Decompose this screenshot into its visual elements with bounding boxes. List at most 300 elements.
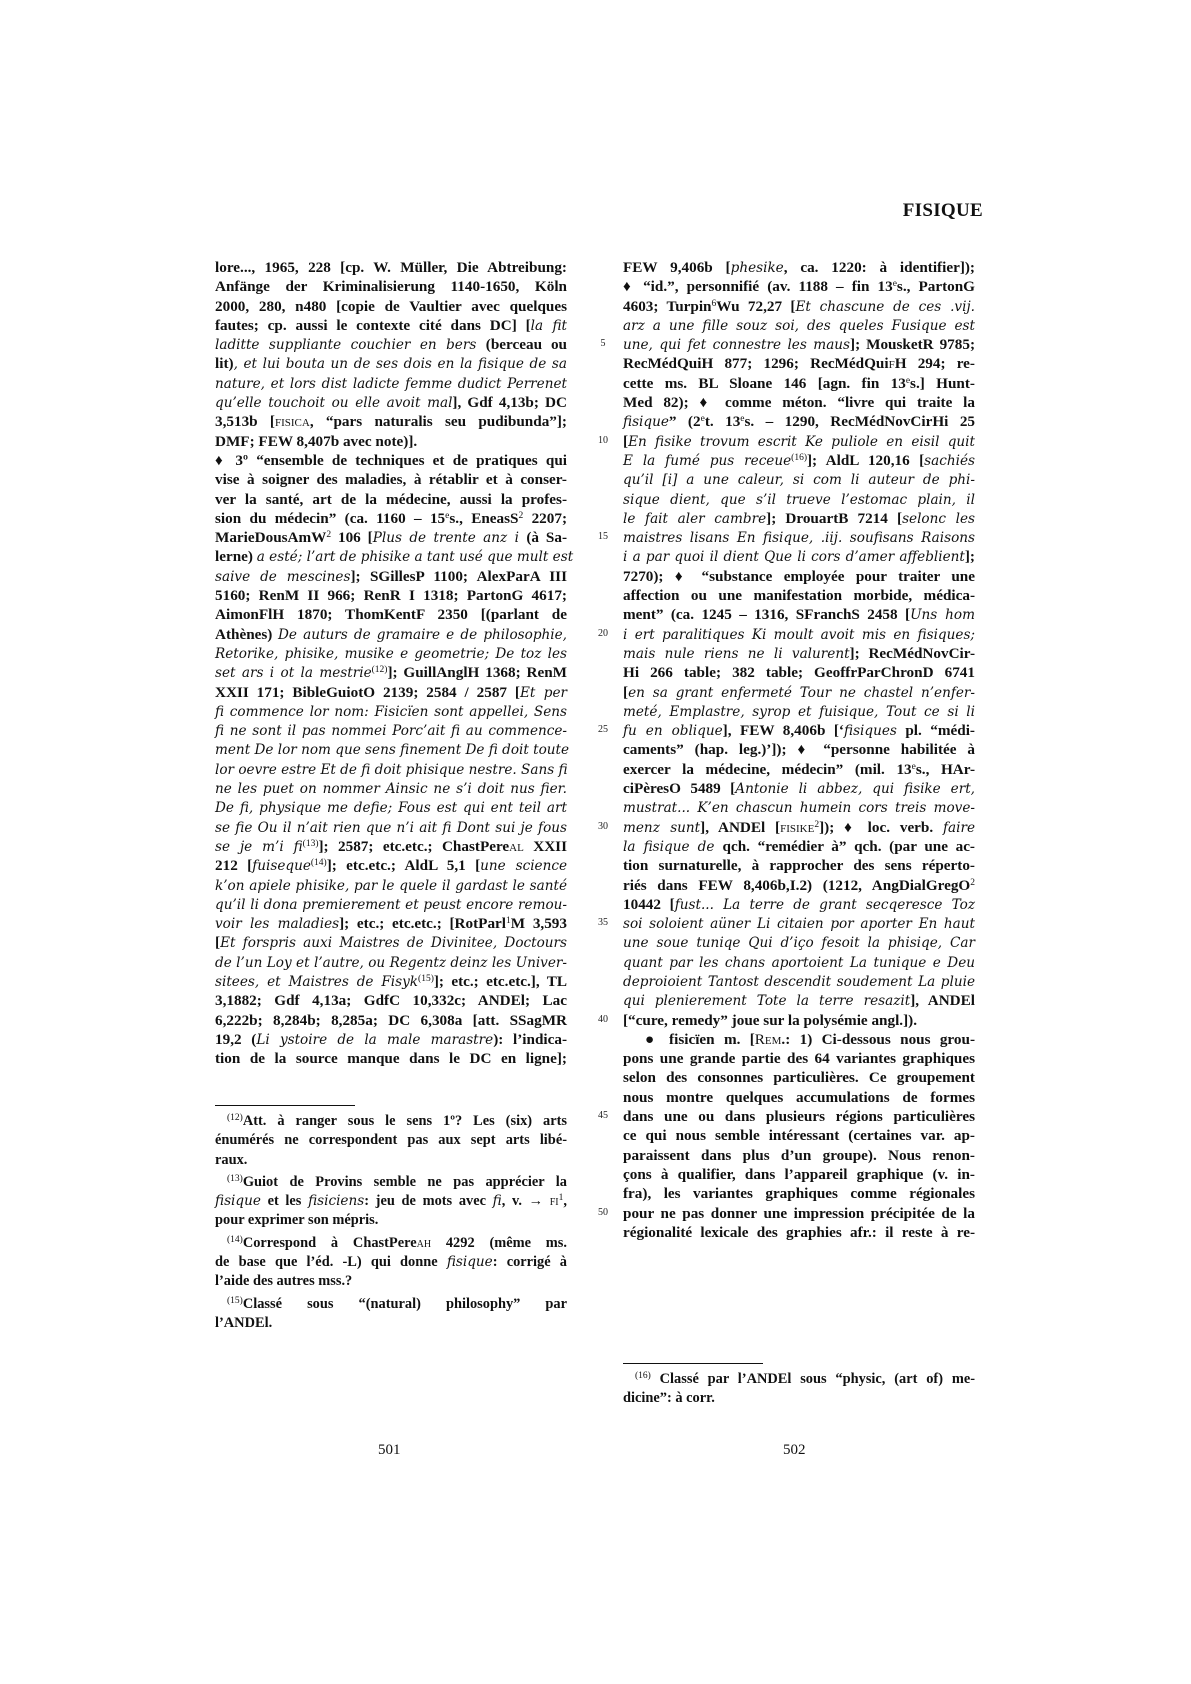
text-line xyxy=(215,702,567,721)
italic-quote: une, qui fet connestre les maus xyxy=(623,337,851,354)
text-run: pour exprimer son mépris. xyxy=(215,1212,379,1229)
text-run: ]; xyxy=(964,548,975,566)
text-run: ], Gdf 4,13b; DC xyxy=(452,394,567,412)
text-run: 3º xyxy=(235,451,248,469)
text-run: ], ANDEl [ xyxy=(700,818,781,836)
superscript: e xyxy=(700,414,705,425)
text-run: 19,2 ( xyxy=(215,1030,257,1048)
text-run: , xyxy=(563,1193,567,1210)
text-line xyxy=(215,779,567,798)
superscript: (15) xyxy=(227,1295,243,1306)
text-line xyxy=(215,586,567,605)
text-run: [ xyxy=(623,683,629,701)
text-run: l’ANDEl. xyxy=(215,1314,273,1331)
text-run: et les xyxy=(260,1193,309,1210)
line-number: 10 xyxy=(598,434,608,446)
text-run: fisica xyxy=(274,413,310,431)
text-run: 3,513b [ xyxy=(215,413,275,431)
text-run: , “pars naturalis seu pudibunda”]; xyxy=(309,413,567,431)
italic-quote: Retorike, phisike, musike e geometrie; De toz les xyxy=(215,645,567,662)
text-run: 212 [ xyxy=(215,857,253,875)
text-line xyxy=(623,528,975,547)
text-line xyxy=(623,779,975,798)
text-run: RecMédQuiH 877; 1296; RecMédQui xyxy=(623,355,889,373)
text-line xyxy=(215,933,567,952)
superscript: (16) xyxy=(791,452,807,463)
text-run: ♦ “id.”, personnifié (av. 1188 – fin 13 xyxy=(623,278,893,296)
italic-quote: qui plenierement Tote la terre resazit xyxy=(623,993,911,1010)
text-line xyxy=(215,1295,567,1314)
text-run: dicine”: à corr. xyxy=(623,1390,715,1407)
italic-quote: mustrat... K’en chascun humein cors treis move- xyxy=(623,800,975,817)
italic-quote: soi soloient aüner Li citaien por aporter En haut xyxy=(623,916,975,933)
footnotes-left xyxy=(215,1112,567,1336)
text-run: : jeu de mots avec xyxy=(364,1193,493,1210)
text-line xyxy=(623,837,975,856)
line-number: 15 xyxy=(598,531,608,543)
text-line xyxy=(623,605,975,624)
text-line xyxy=(215,856,567,875)
text-run: ]; etc.etc.; AldL 5,1 [ xyxy=(326,857,481,875)
superscript: e xyxy=(911,761,916,772)
line-number: 5 xyxy=(600,338,606,350)
italic-quote: qu’il li dona premierement et peust encore remou- xyxy=(215,896,567,913)
text-line xyxy=(215,721,567,740)
text-run: , v. → xyxy=(501,1193,550,1210)
text-line xyxy=(215,1030,567,1049)
text-line xyxy=(215,1234,567,1253)
text-line xyxy=(215,277,567,296)
italic-quote: voir les maladies xyxy=(215,916,340,933)
superscript: 2 xyxy=(518,510,524,521)
italic-quote: lor oevre estre Et de fi doit phisique nestre. Sans fi xyxy=(215,761,568,778)
text-line xyxy=(623,451,975,470)
text-run: fautes; cp. aussi le contexte cité dans DC] [ xyxy=(215,316,531,334)
footnote-rule-right xyxy=(623,1363,763,1364)
text-line xyxy=(623,412,975,431)
italic-quote: En fisike trovum escrit Ke puliole en eisil quit xyxy=(628,433,975,450)
italic-quote: le fait aler cambre xyxy=(623,510,767,527)
italic-quote: fisiciens xyxy=(308,1193,365,1210)
text-run: régionalité lexicale des graphies afr.: il reste à re- xyxy=(623,1223,975,1241)
text-line xyxy=(623,1165,975,1184)
text-line xyxy=(623,914,975,933)
text-run: pons une grande partie des 64 variantes graphiques xyxy=(623,1050,975,1068)
text-line xyxy=(215,1151,567,1170)
text-run: Classé sous “(natural) philosophy” par xyxy=(242,1295,567,1312)
italic-quote: Et chascune de ces .vij. xyxy=(795,298,975,315)
text-line xyxy=(215,953,567,972)
italic-quote: fi ne sont il pas nommei Porc’ait fi au commence- xyxy=(215,723,567,740)
right-column xyxy=(623,258,975,1242)
text-line xyxy=(623,876,975,895)
text-run: vise à soigner des maladies, à rétablir et à conser- xyxy=(215,471,567,489)
text-run: s. – 1290, RecMédNovCirHi 25 xyxy=(744,413,976,431)
text-line xyxy=(215,683,567,702)
text-line xyxy=(623,1088,975,1107)
text-run: ]; etc.; etc.etc.], TL xyxy=(433,972,567,990)
text-line xyxy=(623,567,975,586)
text-run: XXII 171; BibleGuiotO 2139; 2584 / 2587 [ xyxy=(215,683,520,701)
italic-quote: Plus de trente anz i xyxy=(372,530,527,547)
text-run: Guiot de Provins semble ne pas apprécier la xyxy=(242,1173,567,1190)
text-line xyxy=(215,528,567,547)
text-run: lore..., 1965, 228 [cp. W. Müller, Die Abtreibung: xyxy=(215,259,567,276)
italic-quote: De auturs de gramaire e de philosophie, xyxy=(278,626,567,643)
text-line xyxy=(623,1389,975,1408)
text-line xyxy=(215,335,567,354)
text-run: XXII xyxy=(523,837,567,855)
italic-quote: mais nule riens ne li valurent xyxy=(623,645,850,662)
text-line xyxy=(215,1192,567,1211)
italic-quote: fisique xyxy=(623,414,669,431)
text-run: AimonFlH 1870; ThomKentF 2350 [(parlant de xyxy=(215,606,567,624)
text-line xyxy=(623,470,975,489)
text-line xyxy=(623,1030,975,1049)
text-line xyxy=(215,818,567,837)
superscript: 1 xyxy=(558,1193,564,1204)
italic-quote: sachiés xyxy=(924,452,975,469)
superscript: (16) xyxy=(635,1371,651,1381)
text-run: FEW 9,406b [ xyxy=(623,259,731,276)
text-line xyxy=(215,1049,567,1068)
text-run: exercer la médecine, médecin” (mil. 13 xyxy=(623,760,912,778)
footnote-13 xyxy=(215,1173,567,1231)
footnote-15 xyxy=(215,1295,567,1334)
text-line xyxy=(215,470,567,489)
text-line xyxy=(623,316,975,335)
line-number: 30 xyxy=(598,820,608,832)
superscript: 2 xyxy=(326,530,332,541)
superscript: (13) xyxy=(302,838,319,849)
superscript: (14) xyxy=(310,858,327,869)
text-line xyxy=(215,490,567,509)
text-run: Rem xyxy=(754,1030,782,1048)
line-number: 40 xyxy=(598,1013,608,1025)
italic-quote: fisique xyxy=(215,1193,261,1210)
text-line xyxy=(215,1131,567,1150)
text-run: ” (2 xyxy=(668,413,701,431)
italic-quote: fisique xyxy=(446,1254,493,1271)
text-run: f xyxy=(888,355,895,373)
text-line xyxy=(215,547,574,566)
text-line xyxy=(623,374,975,393)
text-run: selon des consonnes particulières. Ce groupement xyxy=(623,1069,975,1087)
italic-quote: arz a une fille souz soi, des queles Fusique est xyxy=(623,317,975,334)
italic-quote: fuiseque xyxy=(252,858,311,875)
text-run: 6,222b; 8,284b; 8,285a; DC 6,308a [att. SSagMR xyxy=(215,1011,567,1029)
italic-quote: menz sunt xyxy=(623,819,701,836)
text-line xyxy=(215,837,567,856)
text-run: 2000, 280, n480 [copie de Vaultier avec quelques xyxy=(215,297,567,315)
text-run: ): l’indica- xyxy=(493,1030,568,1048)
text-line xyxy=(623,547,975,566)
superscript: e xyxy=(740,414,745,425)
italic-quote: se fie Ou il n’ait rien que n’i ait fi Dont sui je fous xyxy=(215,819,567,836)
superscript: e xyxy=(905,375,911,386)
text-run: 2207; xyxy=(523,509,567,527)
text-run: 106 [ xyxy=(331,529,373,547)
text-line xyxy=(215,644,567,663)
text-run: ciPèresO 5489 [ xyxy=(623,780,736,798)
text-run: Att. à ranger sous le sens 1º? Les (six) arts xyxy=(242,1113,567,1129)
text-run: çons à qualifier, dans l’appareil graphique (v. in- xyxy=(623,1165,975,1183)
text-line xyxy=(623,895,975,914)
superscript: e xyxy=(892,279,897,290)
text-run: cette ms. BL Sloane 146 [agn. fin 13 xyxy=(623,374,906,392)
text-run: s., PartonG xyxy=(896,278,975,296)
text-run: ]; DrouartB 7214 [ xyxy=(766,509,903,527)
text-run: fisicïen xyxy=(669,1030,715,1048)
superscript: 2 xyxy=(814,819,820,830)
italic-quote: Antonie li abbez, qui fisike ert, xyxy=(735,781,976,798)
superscript: (14) xyxy=(227,1234,243,1245)
text-line xyxy=(215,663,567,682)
text-run: [ xyxy=(215,934,221,952)
text-line xyxy=(623,683,975,702)
text-line xyxy=(215,760,567,779)
superscript: (13) xyxy=(227,1173,243,1184)
footnotes-right xyxy=(623,1370,975,1409)
italic-quote: fi commence lor nom: Fisicïen sont appellei, Sens xyxy=(215,703,567,720)
text-run: fi xyxy=(549,1193,559,1210)
running-head: FISIQUE xyxy=(902,200,983,221)
text-line xyxy=(215,432,567,451)
text-run: paraissent dans plus d’un groupe). Nous renon- xyxy=(623,1146,975,1164)
text-line xyxy=(623,721,975,740)
text-run: s., HAr- xyxy=(915,760,975,778)
text-run: , ca. 1220: à identifier]); xyxy=(783,259,975,276)
italic-quote: sique dient, que s’il trueve l’estomac plain, il xyxy=(623,491,975,508)
text-line xyxy=(623,1204,975,1223)
text-line xyxy=(623,586,975,605)
italic-quote: une science xyxy=(480,858,567,875)
italic-quote: Et per xyxy=(519,684,567,701)
italic-quote: qu’il [i] a une caleur, si com li auteur de phi- xyxy=(623,472,975,489)
italic-quote: deproioient Tantost descendit soudement La pluie xyxy=(623,973,975,990)
text-run: 5160; RenM II 966; RenR I 1318; PartonG 4617; xyxy=(215,587,567,605)
text-line xyxy=(623,1223,975,1242)
text-line xyxy=(623,1011,975,1030)
text-run: Wu 72,27 [ xyxy=(716,297,796,315)
italic-quote: fi xyxy=(492,1193,502,1210)
text-run: riés dans FEW 8,406b,I.2) (1212, AngDialGregO xyxy=(623,876,971,894)
superscript: (12) xyxy=(371,665,388,676)
text-run: fisike xyxy=(780,818,815,836)
text-run: M 3,593 xyxy=(510,915,567,933)
line-number: 45 xyxy=(598,1110,608,1122)
italic-quote: ment De lor nom que sens finement De fi doit toute xyxy=(215,742,570,759)
text-run: pl. “médi- xyxy=(896,722,975,740)
superscript: 1 xyxy=(506,916,511,927)
italic-quote: E la fumé pus receue xyxy=(623,452,792,469)
text-line xyxy=(215,972,567,991)
text-line xyxy=(623,702,975,721)
italic-quote: une soue tuniqe Qui d’iço fesoit la phisiqe, Car xyxy=(623,935,975,952)
text-line xyxy=(623,933,975,952)
text-run: m. [ xyxy=(714,1030,755,1048)
text-line xyxy=(215,509,567,528)
footnote-16 xyxy=(623,1370,975,1409)
text-run: ]; MousketR 9785; xyxy=(850,336,975,354)
text-run: MarieDousAmW xyxy=(215,529,327,547)
text-line xyxy=(623,798,975,817)
text-line xyxy=(623,740,975,759)
text-line xyxy=(623,258,975,277)
text-line xyxy=(215,354,567,373)
text-line xyxy=(623,1068,975,1087)
text-line xyxy=(215,1211,567,1230)
superscript: 2 xyxy=(970,877,975,888)
text-run: Classé par l’ANDEl sous “physic, (art of) me- xyxy=(650,1371,975,1387)
italic-quote: se je m’i fi xyxy=(215,838,303,855)
text-run: Athènes) xyxy=(215,625,279,643)
italic-quote: en sa grant enfermeté Tour ne chastel n’enfer- xyxy=(628,684,975,701)
text-run: ce qui nous semble intéressant (certaines var. ap- xyxy=(623,1127,975,1145)
page-number-left: 501 xyxy=(378,1442,401,1458)
text-run: ver la santé, art de la médecine, aussi la profes- xyxy=(215,490,567,508)
text-run: (à Sa- xyxy=(526,529,568,547)
text-run: sion du médecin” (ca. 1160 – 15 xyxy=(215,509,446,527)
text-run: nous montre quelques accumulations de formes xyxy=(623,1088,975,1106)
text-line xyxy=(215,1253,567,1272)
italic-quote: k’on apiele phisike, par le quele il gardast le santé xyxy=(215,877,567,894)
text-line xyxy=(215,451,567,470)
text-run: [ xyxy=(623,432,629,450)
text-run: H 294; re- xyxy=(894,355,975,373)
footnote-14 xyxy=(215,1234,567,1292)
text-run: énumérés ne correspondent pas aux sept arts libé- xyxy=(215,1132,567,1149)
text-run: Hi 266 table; 382 table; GeoffrParChronD 6741 xyxy=(623,664,975,682)
text-run: ]; etc.; etc.etc.; [RotParl xyxy=(339,915,507,933)
text-run: Anfänge der Kriminalisierung 1140-1650, Köln xyxy=(215,278,567,296)
text-run: ● xyxy=(645,1030,670,1048)
text-run: 10442 [ xyxy=(623,895,675,913)
italic-quote: i ert paralitiques Ki moult avoit mis en fisiques; xyxy=(623,626,975,643)
text-line xyxy=(215,393,567,412)
text-line xyxy=(623,1184,975,1203)
text-line xyxy=(623,297,975,316)
text-run: 7270); ♦ “substance employée pour traiter une xyxy=(623,567,975,585)
text-run: fra), les variantes graphiques comme régionales xyxy=(623,1185,975,1203)
text-run: tion de la source manque dans le DC en ligne]; xyxy=(215,1050,567,1068)
text-run: ]; RecMédNovCir- xyxy=(849,644,975,662)
text-line xyxy=(215,567,567,586)
text-line xyxy=(215,1011,567,1030)
italic-quote: la fit xyxy=(530,317,567,334)
italic-quote: faire xyxy=(943,819,976,836)
line-number: 50 xyxy=(598,1206,608,1218)
italic-quote: ne les puet on nommer Ainsic ne s’i doit nus fier. xyxy=(215,781,567,798)
text-line xyxy=(623,972,975,991)
superscript: e xyxy=(445,510,450,521)
text-run: de base que l’éd. -L) qui donne xyxy=(215,1254,447,1271)
text-line xyxy=(623,760,975,779)
text-run: caments” (hap. leg.)’]); ♦ “personne habilitée à xyxy=(623,741,975,759)
text-line xyxy=(215,625,567,644)
left-column xyxy=(215,258,574,1068)
italic-quote: Li ystoire de la male marastre xyxy=(256,1031,494,1048)
italic-quote: quant par les chans aportoient La tunique e Deu xyxy=(623,954,975,971)
text-run: [“cure, remedy” joue sur la polysémie angl.]). xyxy=(623,1011,918,1029)
text-line xyxy=(215,258,567,277)
italic-quote: sitees, et Maistres de Fisyk xyxy=(215,973,419,990)
text-run: s., EneasS xyxy=(449,509,519,527)
superscript: (15) xyxy=(418,973,434,984)
text-line xyxy=(623,490,975,509)
line-number: 20 xyxy=(598,627,608,639)
text-line xyxy=(215,991,567,1010)
italic-quote: Et forspris auxi Maistres de Divinitee, Doctours xyxy=(220,935,567,952)
italic-quote: laditte suppliante couchier en bers xyxy=(215,337,486,354)
line-number: 35 xyxy=(598,917,608,929)
text-line xyxy=(215,412,567,431)
text-run: : corrigé à xyxy=(492,1254,568,1271)
text-line xyxy=(215,876,567,895)
text-line xyxy=(623,1126,975,1145)
text-run: ], ANDEl xyxy=(910,992,975,1010)
footnote-12 xyxy=(215,1112,567,1170)
text-run: ]; SGillesP 1100; AlexParA III xyxy=(350,567,567,585)
text-run: pour ne pas donner une impression précipitée de la xyxy=(623,1204,975,1222)
text-line xyxy=(215,798,567,817)
text-line xyxy=(215,297,567,316)
text-run: t. 13 xyxy=(704,413,741,431)
italic-quote: fu en oblique xyxy=(623,723,723,740)
text-line xyxy=(623,818,975,837)
text-run: ]; 2587; etc.etc.; ChastPere xyxy=(318,837,510,855)
text-line xyxy=(215,914,567,933)
text-run: dans une ou dans plusieurs régions particulières xyxy=(623,1108,975,1126)
superscript: 6 xyxy=(711,298,717,309)
text-run: tion surnaturelle, à rapprocher des sens réperto- xyxy=(623,857,975,875)
text-run: al xyxy=(509,837,524,855)
italic-quote: phesike xyxy=(730,260,784,276)
text-run: affection ou une manifestation morbide, médica- xyxy=(623,587,975,605)
text-run: ment” (ca. 1245 – 1316, SFranchS 2458 [ xyxy=(623,606,911,624)
text-line xyxy=(215,1314,567,1333)
italic-quote: set ars i ot la mestrie xyxy=(215,665,372,682)
text-run: raux. xyxy=(215,1151,248,1168)
text-run: ]); ♦ loc. verb. xyxy=(819,818,943,836)
text-line xyxy=(623,625,975,644)
text-line xyxy=(215,740,570,759)
text-run: .: 1) Ci-dessous nous grou- xyxy=(781,1030,975,1048)
italic-quote: saive de mescines xyxy=(215,568,351,585)
text-line xyxy=(215,316,567,335)
text-run: “ensemble de techniques et de pratiques qui xyxy=(247,451,568,469)
text-line xyxy=(623,953,975,972)
italic-quote: meté, Emplastre, syrop et fuisique, Tout ce si li xyxy=(623,703,975,720)
text-run: s.] Hunt- xyxy=(910,374,975,392)
italic-quote: Uns hom xyxy=(910,607,975,624)
text-run: DMF; FEW 8,407b avec note)]. xyxy=(215,432,418,450)
italic-quote: , et lui bouta un de ses dois en la fisique de sa xyxy=(233,356,567,373)
text-run: (berceau ou xyxy=(485,336,568,354)
italic-quote: i a par quoi il dient Que li cors d’amer affeblient xyxy=(623,549,965,566)
text-run: ], FEW 8,406b [‘ xyxy=(722,722,844,740)
text-run: lit) xyxy=(215,355,234,373)
text-run: ]; GuillAnglH 1368; RenM xyxy=(387,664,567,682)
text-run: Correspond à ChastPere xyxy=(242,1234,417,1251)
text-run: ]; AldL 120,16 [ xyxy=(806,451,925,469)
text-run: 4603; Turpin xyxy=(623,297,712,315)
text-line xyxy=(623,1049,975,1068)
text-line xyxy=(623,1107,975,1126)
text-run: lerne) xyxy=(215,548,257,566)
text-line xyxy=(623,354,975,373)
italic-quote: selonc les xyxy=(902,510,975,527)
